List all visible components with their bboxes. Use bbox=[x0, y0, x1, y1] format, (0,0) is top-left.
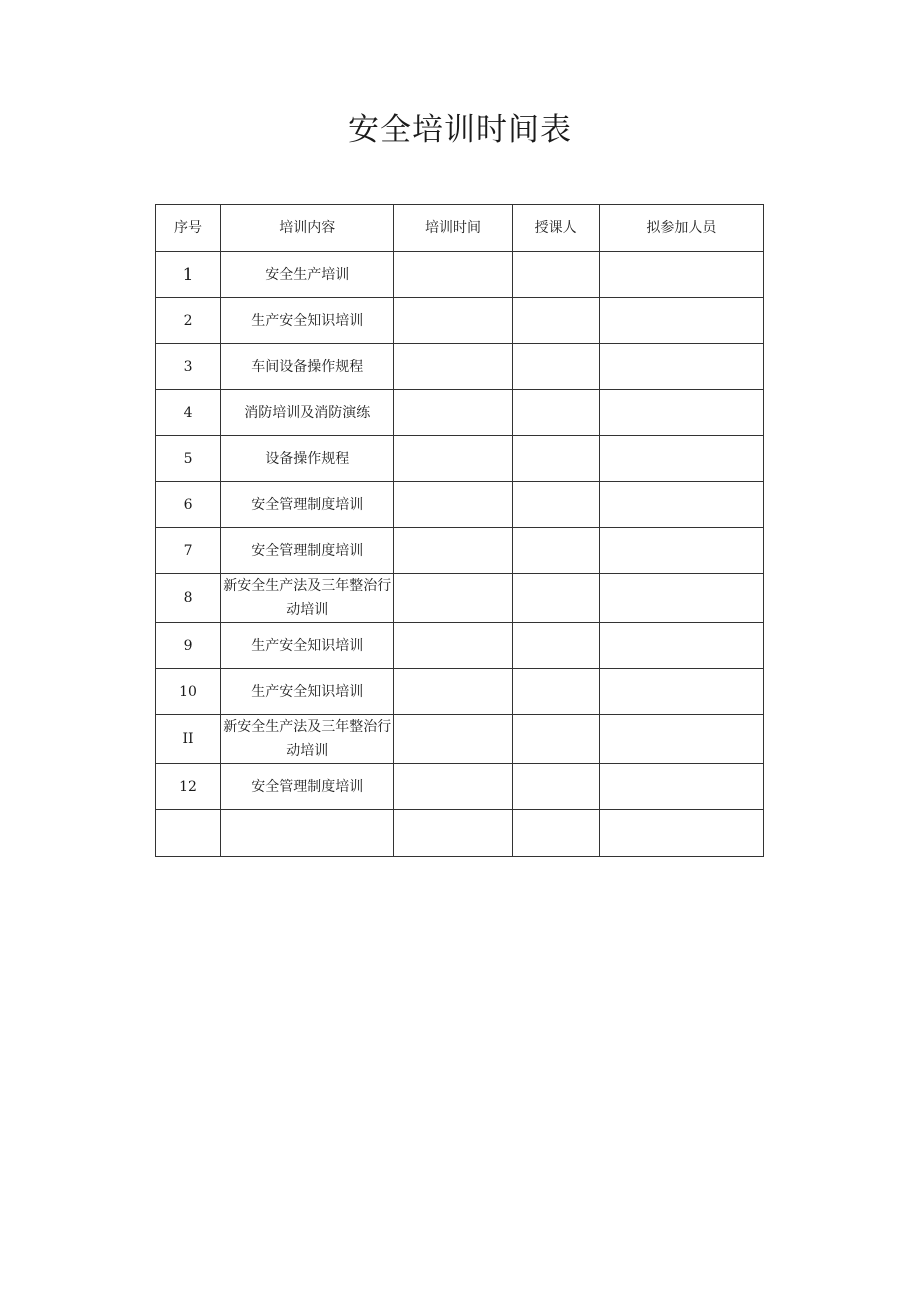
table-row bbox=[156, 715, 764, 764]
cell-training-content: 消防培训及消防演练 bbox=[221, 390, 394, 436]
cell-training-content: 车间设备操作规程 bbox=[221, 344, 394, 390]
cell-serial-number: 4 bbox=[156, 390, 221, 436]
cell-training-time[interactable] bbox=[394, 528, 512, 574]
header-serial-number: 序号 bbox=[156, 205, 221, 252]
cell-training-content: 设备操作规程 bbox=[221, 436, 394, 482]
cell-instructor[interactable] bbox=[512, 810, 599, 857]
header-training-content: 培训内容 bbox=[221, 205, 394, 252]
table-row bbox=[156, 623, 764, 669]
cell-serial-number: 2 bbox=[156, 298, 221, 344]
table-row bbox=[156, 764, 764, 810]
cell-training-time[interactable] bbox=[394, 623, 512, 669]
cell-training-time[interactable] bbox=[394, 436, 512, 482]
cell-attendees[interactable] bbox=[599, 764, 763, 810]
cell-training-content: 安全管理制度培训 bbox=[221, 764, 394, 810]
cell-instructor[interactable] bbox=[512, 390, 599, 436]
cell-attendees[interactable] bbox=[599, 436, 763, 482]
table-row bbox=[156, 252, 764, 298]
cell-instructor[interactable] bbox=[512, 623, 599, 669]
cell-training-content[interactable] bbox=[221, 810, 394, 857]
cell-attendees[interactable] bbox=[599, 810, 763, 857]
cell-instructor[interactable] bbox=[512, 528, 599, 574]
header-training-time: 培训时间 bbox=[394, 205, 512, 252]
cell-instructor[interactable] bbox=[512, 482, 599, 528]
table-row bbox=[156, 298, 764, 344]
cell-instructor[interactable] bbox=[512, 344, 599, 390]
table-row bbox=[156, 344, 764, 390]
cell-training-time[interactable] bbox=[394, 298, 512, 344]
cell-instructor[interactable] bbox=[512, 764, 599, 810]
cell-instructor[interactable] bbox=[512, 715, 599, 764]
cell-serial-number: 8 bbox=[156, 574, 221, 623]
cell-training-time[interactable] bbox=[394, 810, 512, 857]
cell-attendees[interactable] bbox=[599, 528, 763, 574]
cell-serial-number: 10 bbox=[156, 669, 221, 715]
cell-training-content: 安全管理制度培训 bbox=[221, 528, 394, 574]
cell-serial-number bbox=[156, 810, 221, 857]
cell-training-time[interactable] bbox=[394, 669, 512, 715]
cell-attendees[interactable] bbox=[599, 715, 763, 764]
cell-training-time[interactable] bbox=[394, 390, 512, 436]
cell-training-time[interactable] bbox=[394, 252, 512, 298]
cell-instructor[interactable] bbox=[512, 669, 599, 715]
cell-attendees[interactable] bbox=[599, 574, 763, 623]
cell-training-time[interactable] bbox=[394, 574, 512, 623]
table-row bbox=[156, 528, 764, 574]
cell-attendees[interactable] bbox=[599, 482, 763, 528]
cell-training-content: 生产安全知识培训 bbox=[221, 623, 394, 669]
cell-training-content: 新安全生产法及三年整治行动培训 bbox=[221, 715, 394, 764]
cell-training-time[interactable] bbox=[394, 715, 512, 764]
cell-attendees[interactable] bbox=[599, 298, 763, 344]
table-row bbox=[156, 574, 764, 623]
header-attendees: 拟参加人员 bbox=[599, 205, 763, 252]
cell-attendees[interactable] bbox=[599, 623, 763, 669]
cell-serial-number: 1 bbox=[156, 252, 221, 298]
cell-training-content: 安全管理制度培训 bbox=[221, 482, 394, 528]
cell-attendees[interactable] bbox=[599, 252, 763, 298]
cell-training-content: 生产安全知识培训 bbox=[221, 669, 394, 715]
cell-serial-number: 3 bbox=[156, 344, 221, 390]
cell-instructor[interactable] bbox=[512, 574, 599, 623]
cell-training-content: 生产安全知识培训 bbox=[221, 298, 394, 344]
page-title: 安全培训时间表 bbox=[348, 112, 572, 148]
cell-attendees[interactable] bbox=[599, 390, 763, 436]
header-row bbox=[156, 205, 764, 252]
training-schedule-table bbox=[155, 204, 764, 857]
cell-serial-number: 9 bbox=[156, 623, 221, 669]
cell-training-time[interactable] bbox=[394, 764, 512, 810]
cell-serial-number: 12 bbox=[156, 764, 221, 810]
cell-serial-number: 5 bbox=[156, 436, 221, 482]
cell-instructor[interactable] bbox=[512, 298, 599, 344]
table-row bbox=[156, 669, 764, 715]
cell-serial-number: II bbox=[156, 715, 221, 764]
cell-training-content: 新安全生产法及三年整治行动培训 bbox=[221, 574, 394, 623]
table-row bbox=[156, 390, 764, 436]
cell-attendees[interactable] bbox=[599, 669, 763, 715]
cell-instructor[interactable] bbox=[512, 252, 599, 298]
cell-training-content: 安全生产培训 bbox=[221, 252, 394, 298]
cell-instructor[interactable] bbox=[512, 436, 599, 482]
cell-training-time[interactable] bbox=[394, 344, 512, 390]
cell-attendees[interactable] bbox=[599, 344, 763, 390]
cell-serial-number: 6 bbox=[156, 482, 221, 528]
cell-training-time[interactable] bbox=[394, 482, 512, 528]
cell-serial-number: 7 bbox=[156, 528, 221, 574]
header-instructor: 授课人 bbox=[512, 205, 599, 252]
table-row bbox=[156, 482, 764, 528]
table-row bbox=[156, 436, 764, 482]
table-row bbox=[156, 810, 764, 857]
